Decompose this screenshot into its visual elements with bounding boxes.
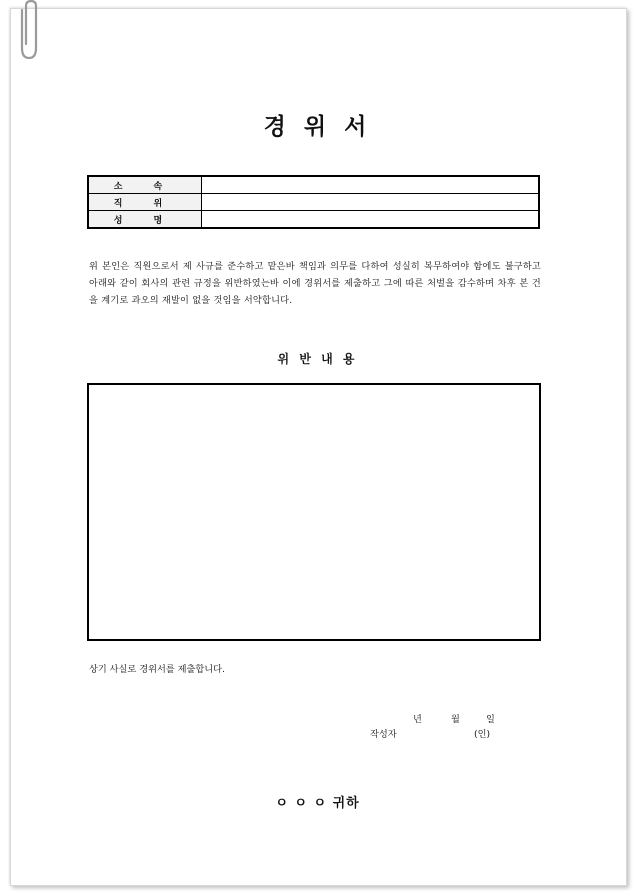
date-month-label: 월: [451, 714, 460, 725]
info-row-position: [88, 194, 539, 211]
violation-heading: 위 반 내 용: [277, 352, 358, 366]
department-label: 소 속: [88, 176, 202, 194]
name-field[interactable]: [202, 211, 540, 229]
seal-label: (인): [474, 729, 491, 740]
date-year-label: 년: [413, 714, 422, 725]
name-label: 성 명: [88, 211, 202, 229]
info-table: [87, 175, 540, 229]
addressee: ㅇ ㅇ ㅇ 귀하: [275, 796, 360, 811]
author-label: 작성자: [370, 729, 397, 740]
info-row-department: [88, 176, 539, 194]
date-day-label: 일: [486, 714, 495, 725]
position-label: 직 위: [88, 194, 202, 211]
document-title: 경 위 서: [263, 114, 372, 140]
department-field[interactable]: [202, 176, 540, 194]
violation-content-box[interactable]: [87, 383, 541, 641]
submit-statement: 상기 사실로 경위서를 제출합니다.: [89, 664, 225, 675]
paperclip-icon: [14, 0, 40, 62]
info-row-name: [88, 211, 539, 229]
pledge-paragraph: 위 본인은 직원으로서 제 사규를 준수하고 맡은바 책임과 의무를 다하여 성실히 복무하여야 함에도 불구하고 아래와 같이 회사의 관련 규정을 위반하였는바 이에 경위서를 제출하고 그에 따른 처벌을 감수하며 차후 본 건을 계기로 과오의 재발이 없을 것임을 서약합니다.: [89, 261, 541, 306]
position-field[interactable]: [202, 194, 540, 211]
